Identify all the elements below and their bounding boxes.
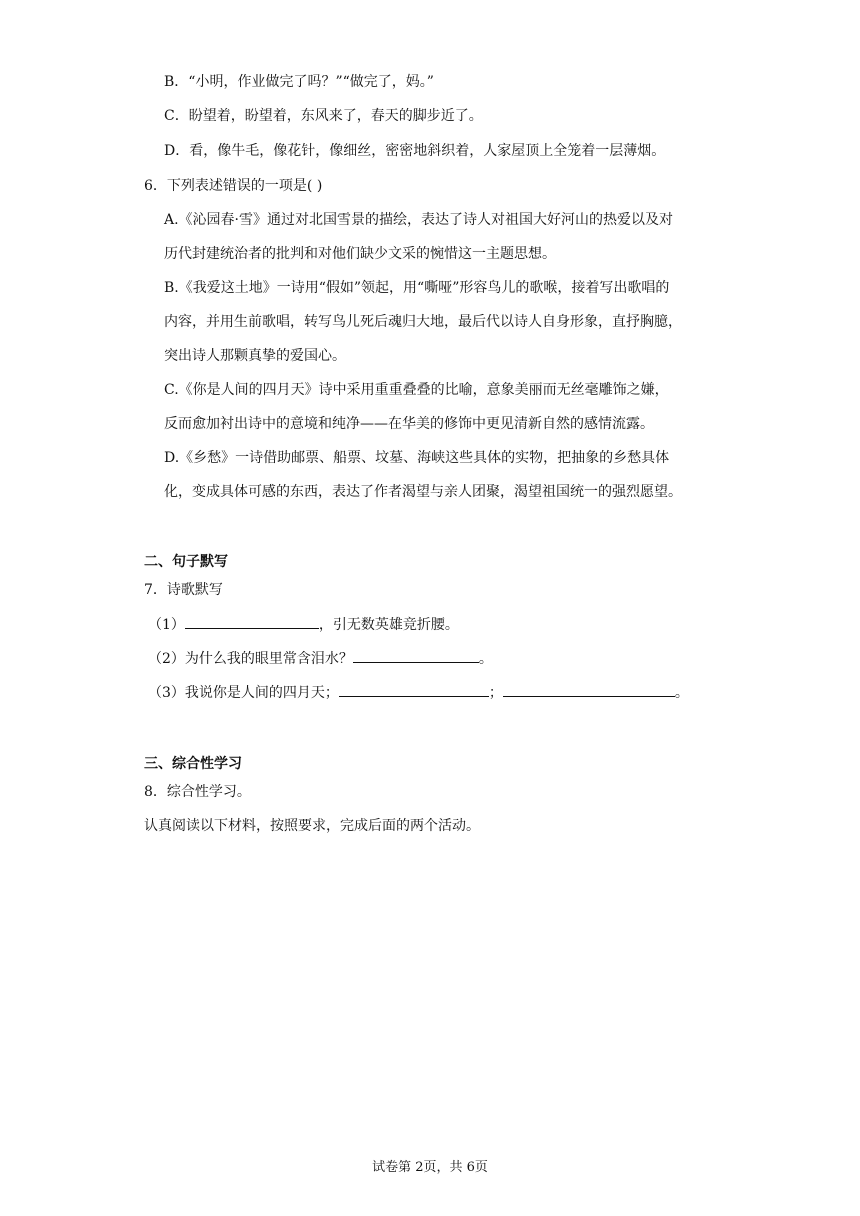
answer-blank-4[interactable] <box>503 682 675 697</box>
section-heading-3: 三、综合性学习 <box>144 756 242 772</box>
q7-sub3-separator: ； <box>488 685 503 701</box>
q6-option-d-line2: 化，变成具体可感的东西，表达了作者渴望与亲人团聚，渴望祖国统一的强烈愿望。 <box>164 484 682 500</box>
q7-sub1-number: （1） <box>148 617 185 633</box>
q6-option-b-line2: 内容，并用生前歌唱，转写鸟儿死后魂归大地，最后代以诗人自身形象，直抒胸臆， <box>164 314 682 330</box>
q6-option-a-line1: A.《沁园春·雪》通过对北国雪景的描绘，表达了诗人对祖国大好河山的热爱以及对 <box>164 212 674 228</box>
q6-option-c-line2: 反而愈加衬出诗中的意境和纯净——在华美的修饰中更见清新自然的感情流露。 <box>164 416 654 432</box>
page-footer: 试卷第 2页，共 6页 <box>372 1160 488 1175</box>
q8-stem: 8．综合性学习。 <box>144 784 251 800</box>
q6-option-b-line3: 突出诗人那颗真挚的爱国心。 <box>164 348 346 364</box>
q5-option-c: C．盼望着，盼望着，东风来了，春天的脚步近了。 <box>164 108 483 124</box>
q6-option-a-line2: 历代封建统治者的批判和对他们缺少文采的惋惜这一主题思想。 <box>164 246 556 262</box>
q7-sub1-text: ，引无数英雄竞折腰。 <box>318 617 459 633</box>
q6-option-d-line1: D.《乡愁》一诗借助邮票、船票、坟墓、海峡这些具体的实物，把抽象的乡愁具体 <box>164 450 670 466</box>
q7-sub2-text: （2）为什么我的眼里常含泪水？ <box>148 651 353 667</box>
q5-option-b: B．“小明，作业做完了吗？”“做完了，妈。” <box>164 74 434 90</box>
q7-sub2 <box>148 648 493 669</box>
answer-blank-3[interactable] <box>339 682 489 697</box>
answer-blank-2[interactable] <box>353 648 479 663</box>
q7-sub3 <box>148 682 689 703</box>
q5-option-d: D．看，像牛毛，像花针，像细丝，密密地斜织着，人家屋顶上全笼着一层薄烟。 <box>164 143 666 159</box>
q6-stem: 6．下列表述错误的一项是( ) <box>144 178 323 194</box>
q7-sub3-text: （3）我说你是人间的四月天； <box>148 685 339 701</box>
q6-option-c-line1: C.《你是人间的四月天》诗中采用重重叠叠的比喻，意象美丽而无丝毫雕饰之嫌， <box>164 382 669 398</box>
q6-option-b-line1: B.《我爱这土地》一诗用“假如”领起，用“嘶哑”形容鸟儿的歌喉，接着写出歌唱的 <box>164 280 670 296</box>
q7-sub1 <box>148 614 459 635</box>
answer-blank-1[interactable] <box>185 614 319 629</box>
q7-stem: 7．诗歌默写 <box>144 582 223 598</box>
q8-intro: 认真阅读以下材料，按照要求，完成后面的两个活动。 <box>144 818 480 834</box>
q7-sub3-end: 。 <box>674 685 689 701</box>
q7-sub2-end: 。 <box>478 651 493 667</box>
section-heading-2: 二、句子默写 <box>144 554 228 570</box>
